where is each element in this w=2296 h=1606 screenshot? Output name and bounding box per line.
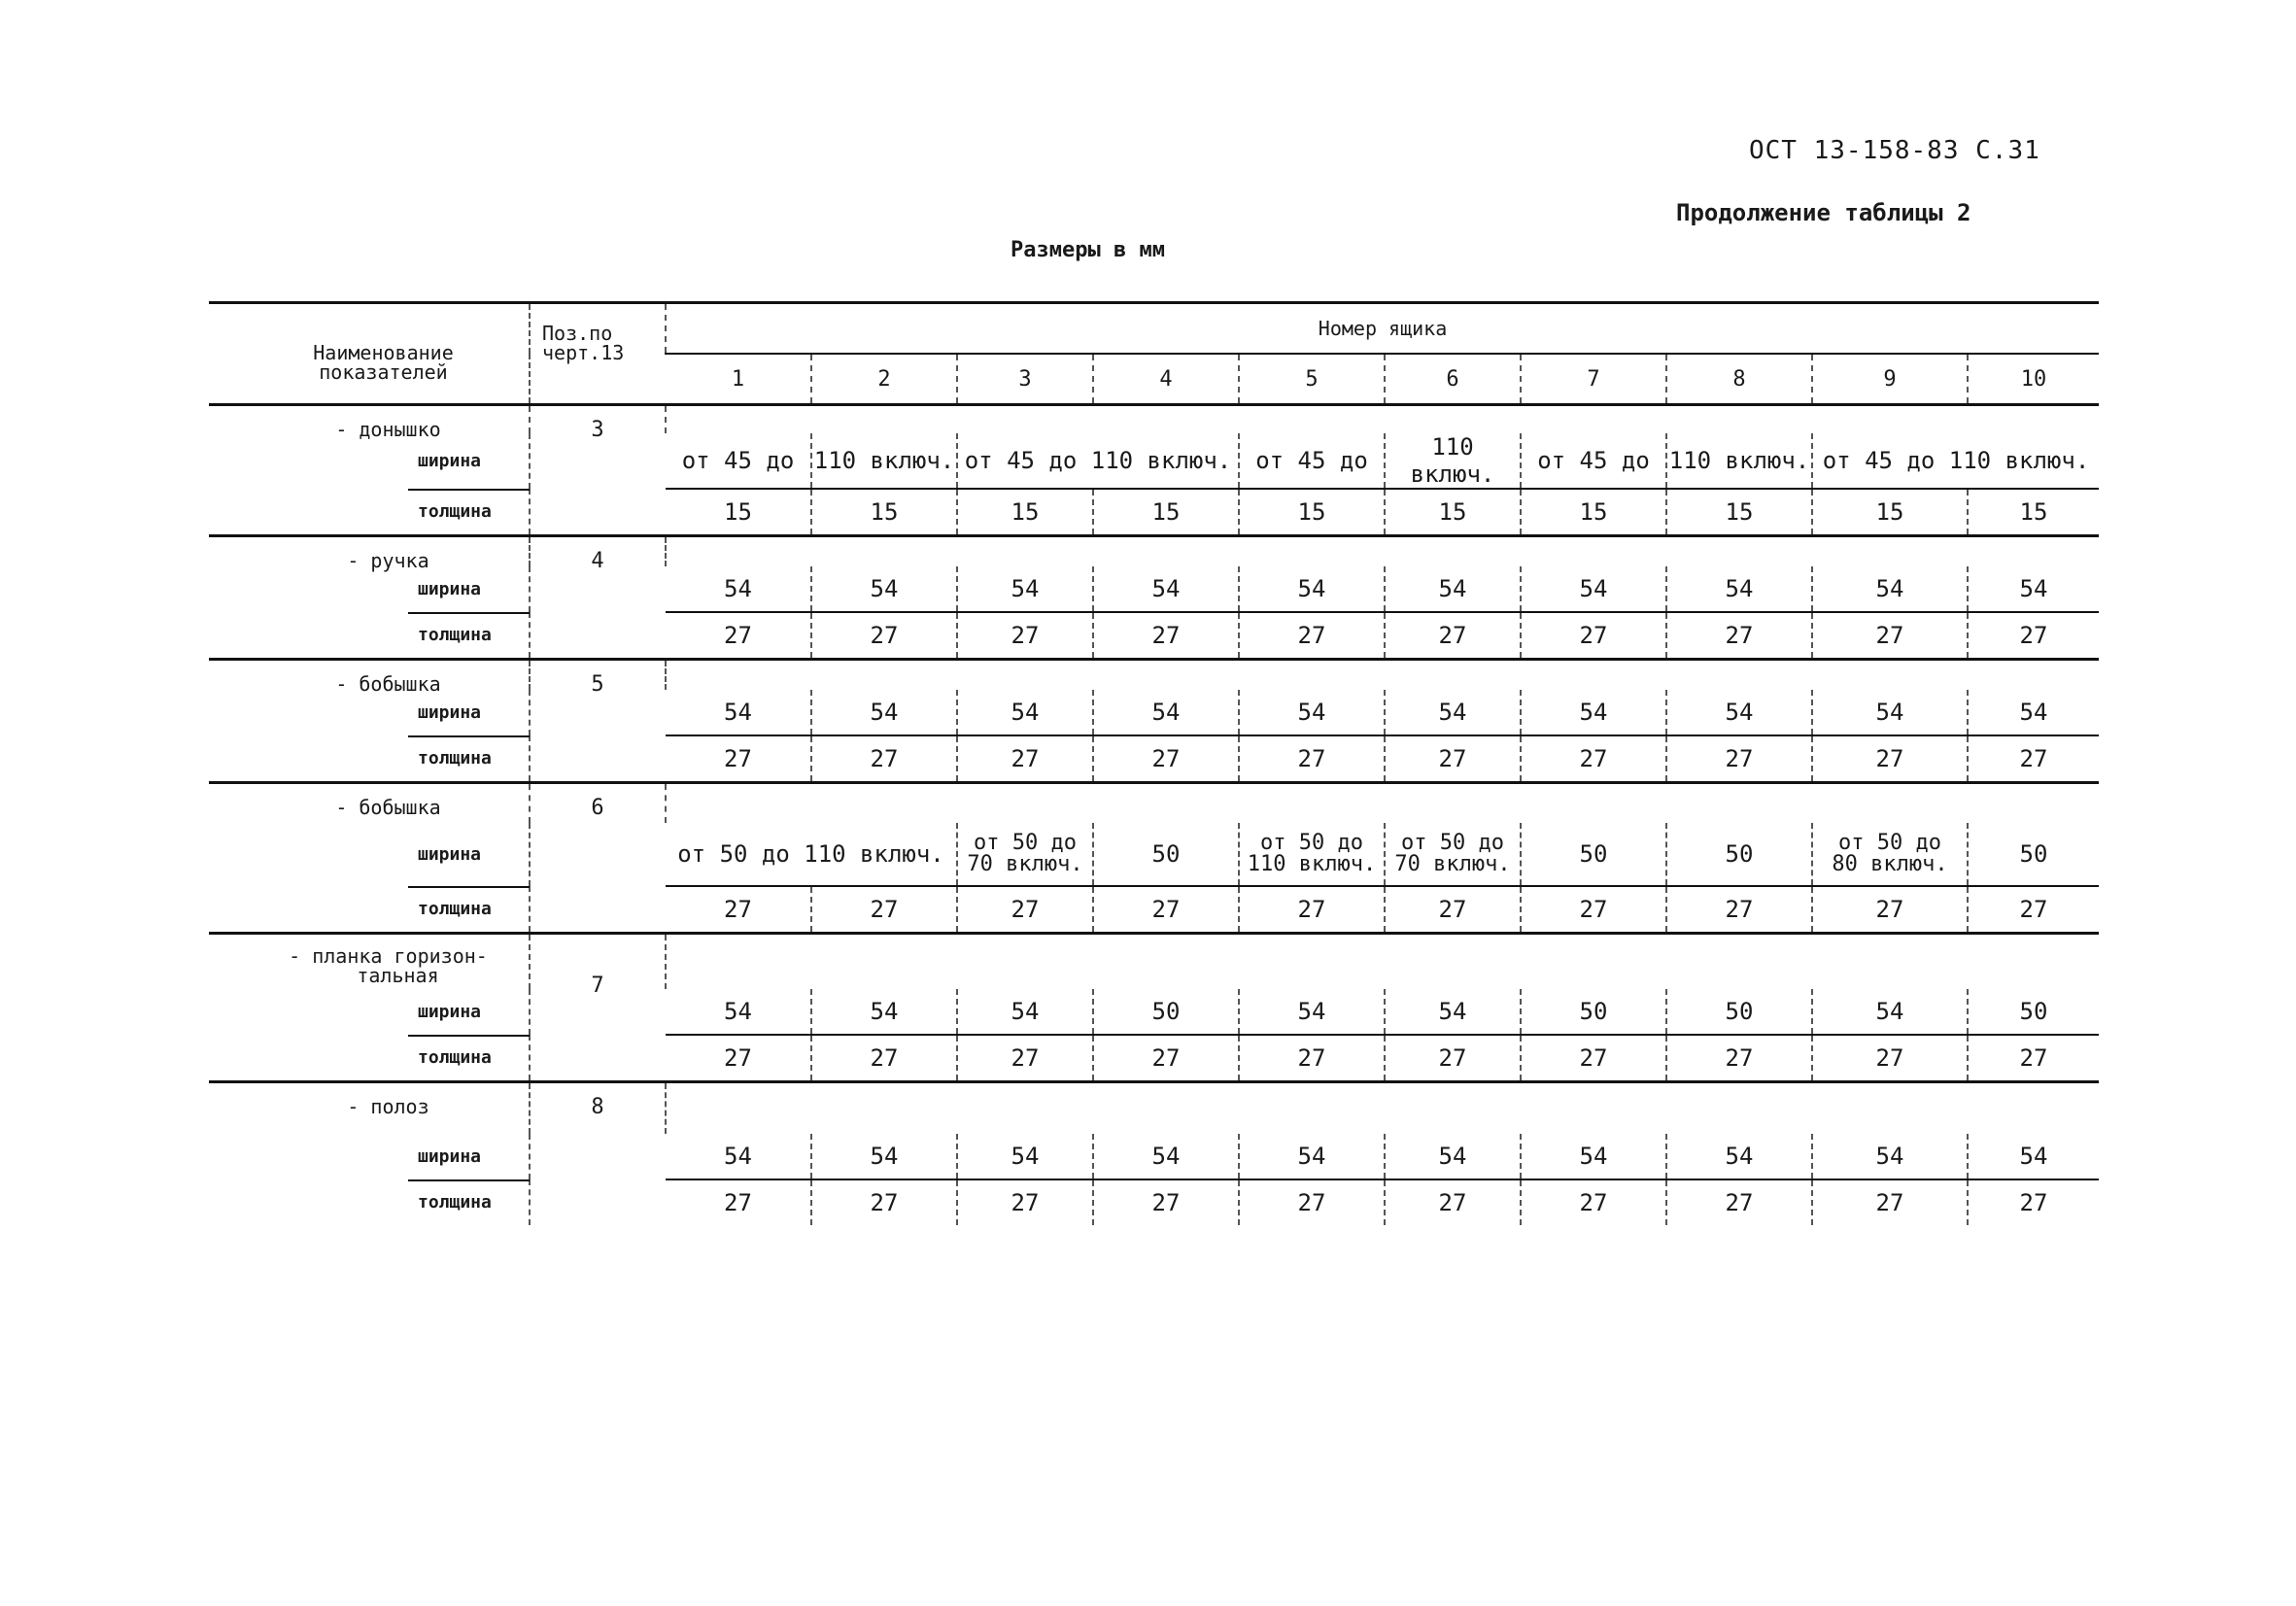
width-cell: 54: [1812, 690, 1968, 735]
thickness-cell: 15: [1239, 489, 1385, 536]
position-value: 5: [530, 660, 666, 783]
thickness-cell: 15: [811, 489, 957, 536]
width-cell: 54: [724, 575, 752, 602]
width-cell: 54: [1093, 566, 1239, 612]
thickness-cell: 27: [1812, 1179, 1968, 1225]
thickness-sub-label: толщина: [418, 1191, 492, 1213]
thickness-cell: 27: [1521, 735, 1666, 783]
thickness-cell: 27: [1968, 1035, 2099, 1082]
spacer-cell: [666, 934, 2099, 990]
thickness-cell: 27: [1093, 886, 1239, 934]
thickness-cell: 27: [811, 735, 957, 783]
thickness-cell: 27: [1385, 612, 1521, 660]
width-cell: 54: [1239, 566, 1385, 612]
thickness-cell: 27: [957, 735, 1093, 783]
width-cell: 54: [1812, 566, 1968, 612]
thickness-cell: 15: [1385, 489, 1521, 536]
thickness-cell: 27: [811, 1179, 957, 1225]
width-cell: 110 включ.: [1385, 433, 1521, 489]
thickness-cell: 15: [666, 489, 811, 536]
position-value: 7: [530, 934, 666, 1082]
width-cell: 54: [1093, 690, 1239, 735]
category-label: - ручка: [209, 536, 530, 660]
thickness-sub-label: толщина: [418, 748, 492, 769]
thickness-cell: 27: [1239, 1035, 1385, 1082]
thickness-cell: 15: [1812, 489, 1968, 536]
width-cell: 54: [957, 1134, 1093, 1179]
box-number-4: 4: [1093, 354, 1239, 405]
section-row: [209, 783, 2099, 824]
width-cell: от 45 до: [1521, 433, 1666, 489]
width-cell: 110 включ.: [811, 433, 957, 489]
width-cell: 54: [957, 690, 1093, 735]
width-cell: 54: [724, 699, 752, 726]
thickness-cell: 27: [811, 886, 957, 934]
thickness-cell: 15: [1666, 489, 1812, 536]
thickness-cell: 27: [1666, 612, 1812, 660]
sub-row-rule: [408, 886, 530, 888]
category-line2: тальная: [357, 964, 439, 987]
thickness-cell: 27: [957, 886, 1093, 934]
width-cell: 50: [1666, 823, 1812, 886]
position-value: 6: [530, 783, 666, 934]
width-line1: от 50 до: [1838, 831, 1941, 855]
width-cell: 50: [1093, 823, 1239, 886]
thickness-cell: 27: [811, 1035, 957, 1082]
width-cell: 54: [957, 989, 1093, 1035]
thickness-cell: 15: [1968, 489, 2099, 536]
category-label: - бобышка: [209, 783, 530, 934]
width-cell: 54: [1239, 690, 1385, 735]
width-line1: от 50 до: [1401, 831, 1504, 855]
width-sub-label: ширина: [418, 1001, 482, 1022]
width-cell: 54: [724, 998, 752, 1025]
spacer-cell: [666, 783, 2099, 824]
width-cell: 54: [1968, 1134, 2099, 1179]
thickness-sub-label: толщина: [418, 1047, 492, 1069]
width-cell: 50: [1666, 989, 1812, 1035]
width-line2: 110 включ.: [1247, 852, 1377, 876]
thickness-cell: 27: [1666, 735, 1812, 783]
thickness-cell: 27: [666, 1035, 811, 1082]
width-cell: 54: [811, 1134, 957, 1179]
thickness-cell: 15: [1093, 489, 1239, 536]
section-row: [209, 536, 2099, 567]
thickness-cell: 27: [1385, 1035, 1521, 1082]
box-number-9: 9: [1812, 354, 1968, 405]
width-cell: от 45 до 110 включ.: [1812, 433, 2099, 489]
width-cell: 50: [1521, 823, 1666, 886]
width-cell: 54: [1385, 989, 1521, 1035]
width-cell: 50: [1968, 989, 2099, 1035]
units-note: Размеры в мм: [1011, 238, 1165, 262]
position-value: 3: [530, 405, 666, 536]
width-sub-label: ширина: [418, 701, 482, 723]
thickness-cell: 27: [1968, 735, 2099, 783]
category-line1: - планка горизон-: [289, 944, 488, 968]
box-number-3: 3: [957, 354, 1093, 405]
thickness-cell: 27: [1521, 1035, 1666, 1082]
width-cell: 54: [811, 566, 957, 612]
width-line1: от 50 до: [1260, 831, 1363, 855]
dimensions-table: [209, 301, 2099, 1225]
thickness-cell: 27: [1385, 886, 1521, 934]
width-cell: 54: [1385, 1134, 1521, 1179]
width-cell: [1385, 823, 1521, 886]
thickness-cell: 27: [666, 735, 811, 783]
width-line2: 70 включ.: [1394, 852, 1511, 876]
width-sub-label: ширина: [418, 843, 482, 865]
width-cell: 54: [1385, 566, 1521, 612]
name-header-line1: Наименование: [313, 341, 454, 364]
sub-row-rule: [408, 1179, 530, 1181]
section-row: [209, 405, 2099, 434]
spacer-cell: [666, 536, 2099, 567]
thickness-cell: 27: [1239, 1179, 1385, 1225]
thickness-cell: 27: [1239, 886, 1385, 934]
thickness-cell: 27: [1385, 735, 1521, 783]
width-cell: 54: [1385, 690, 1521, 735]
width-cell: 54: [957, 566, 1093, 612]
width-line2: 80 включ.: [1832, 852, 1948, 876]
box-number-group-header: Номер ящика: [666, 303, 2099, 355]
width-cell: [1812, 823, 1968, 886]
document-code: ОСТ 13-158-83 С.31: [1749, 136, 2040, 165]
width-cell: от 45 до: [681, 447, 795, 474]
thickness-cell: 27: [1093, 735, 1239, 783]
thickness-cell: 27: [1666, 886, 1812, 934]
thickness-cell: 27: [1385, 1179, 1521, 1225]
width-cell: 54: [1239, 1134, 1385, 1179]
width-cell: [957, 823, 1093, 886]
width-cell: 54: [1093, 1134, 1239, 1179]
width-sub-label: ширина: [418, 450, 482, 471]
position-column-header: [530, 303, 666, 405]
width-cell: от 45 до: [1239, 433, 1385, 489]
thickness-cell: 27: [1093, 1035, 1239, 1082]
thickness-cell: 27: [1666, 1179, 1812, 1225]
thickness-sub-label: толщина: [418, 625, 492, 646]
width-cell: 110 включ.: [1666, 433, 1812, 489]
thickness-cell: 27: [1968, 612, 2099, 660]
box-number-5: 5: [1239, 354, 1385, 405]
sub-row-rule: [408, 1035, 530, 1037]
pos-header-line1: Поз.по: [542, 322, 613, 345]
name-header-line2: показателей: [319, 360, 448, 384]
thickness-sub-label: толщина: [418, 501, 492, 523]
width-cell: 54: [1521, 1134, 1666, 1179]
thickness-cell: 15: [957, 489, 1093, 536]
table-header-row: [209, 303, 2099, 355]
thickness-cell: 27: [811, 612, 957, 660]
thickness-cell: 27: [1093, 1179, 1239, 1225]
table-continuation-note: Продолжение таблицы 2: [1676, 199, 1971, 226]
thickness-cell: 27: [666, 886, 811, 934]
thickness-cell: 27: [1093, 612, 1239, 660]
thickness-cell: 27: [666, 1179, 811, 1225]
thickness-cell: 15: [1521, 489, 1666, 536]
width-cell: 54: [1968, 566, 2099, 612]
width-cell: 50: [1521, 989, 1666, 1035]
spacer-cell: [666, 660, 2099, 691]
thickness-cell: 27: [1239, 735, 1385, 783]
sub-row-rule: [408, 735, 530, 737]
thickness-cell: 27: [957, 1035, 1093, 1082]
thickness-cell: 27: [1239, 612, 1385, 660]
thickness-cell: 27: [1812, 735, 1968, 783]
box-number-6: 6: [1385, 354, 1521, 405]
width-cell: 54: [1666, 1134, 1812, 1179]
width-cell: 54: [811, 690, 957, 735]
spacer-cell: [666, 405, 2099, 434]
box-number-10: 10: [1968, 354, 2099, 405]
width-cell: 54: [1521, 690, 1666, 735]
thickness-cell: 27: [1968, 886, 2099, 934]
thickness-cell: 27: [1812, 612, 1968, 660]
thickness-cell: 27: [1521, 612, 1666, 660]
width-line2: 70 включ.: [967, 852, 1083, 876]
width-cell: 50: [1093, 989, 1239, 1035]
thickness-cell: 27: [957, 1179, 1093, 1225]
sub-row-rule: [408, 489, 530, 491]
width-cell: 54: [724, 1143, 752, 1170]
position-value: 4: [530, 536, 666, 660]
width-cell: 54: [1521, 566, 1666, 612]
thickness-cell: 27: [1666, 1035, 1812, 1082]
thickness-cell: 27: [1812, 1035, 1968, 1082]
width-cell: 50: [1968, 823, 2099, 886]
thickness-cell: 27: [1812, 886, 1968, 934]
box-number-1: 1: [666, 354, 811, 405]
thickness-cell: 27: [957, 612, 1093, 660]
category-label: - бобышка: [209, 660, 530, 783]
thickness-cell: 27: [1968, 1179, 2099, 1225]
width-cell: 54: [1239, 989, 1385, 1035]
section-row: [209, 934, 2099, 990]
position-value: 8: [530, 1082, 666, 1226]
box-number-2: 2: [811, 354, 957, 405]
category-label: - полоз: [209, 1082, 530, 1226]
box-number-7: 7: [1521, 354, 1666, 405]
section-row: [209, 660, 2099, 691]
pos-header-line2: черт.13: [542, 341, 625, 364]
thickness-sub-label: толщина: [418, 899, 492, 920]
width-sub-label: ширина: [418, 578, 482, 599]
name-column-header: [209, 303, 530, 405]
thickness-cell: 27: [1521, 1179, 1666, 1225]
thickness-cell: 27: [1521, 886, 1666, 934]
width-line1: от 50 до: [974, 831, 1077, 855]
width-sub-label: ширина: [418, 1145, 482, 1167]
width-cell: от 45 до 110 включ.: [957, 433, 1239, 489]
box-number-8: 8: [1666, 354, 1812, 405]
width-cell: 54: [1812, 1134, 1968, 1179]
width-cell: 54: [1666, 566, 1812, 612]
width-cell: 54: [1968, 690, 2099, 735]
width-cell: 54: [1666, 690, 1812, 735]
width-cell: 54: [1812, 989, 1968, 1035]
thickness-cell: 27: [666, 612, 811, 660]
width-cell: от 50 до 110 включ.: [677, 840, 944, 868]
sub-row-rule: [408, 612, 530, 614]
width-cell: 54: [811, 989, 957, 1035]
spacer-cell: [666, 1082, 2099, 1135]
width-cell: [1239, 823, 1385, 886]
category-label: - донышко: [335, 418, 441, 441]
section-row: [209, 1082, 2099, 1135]
